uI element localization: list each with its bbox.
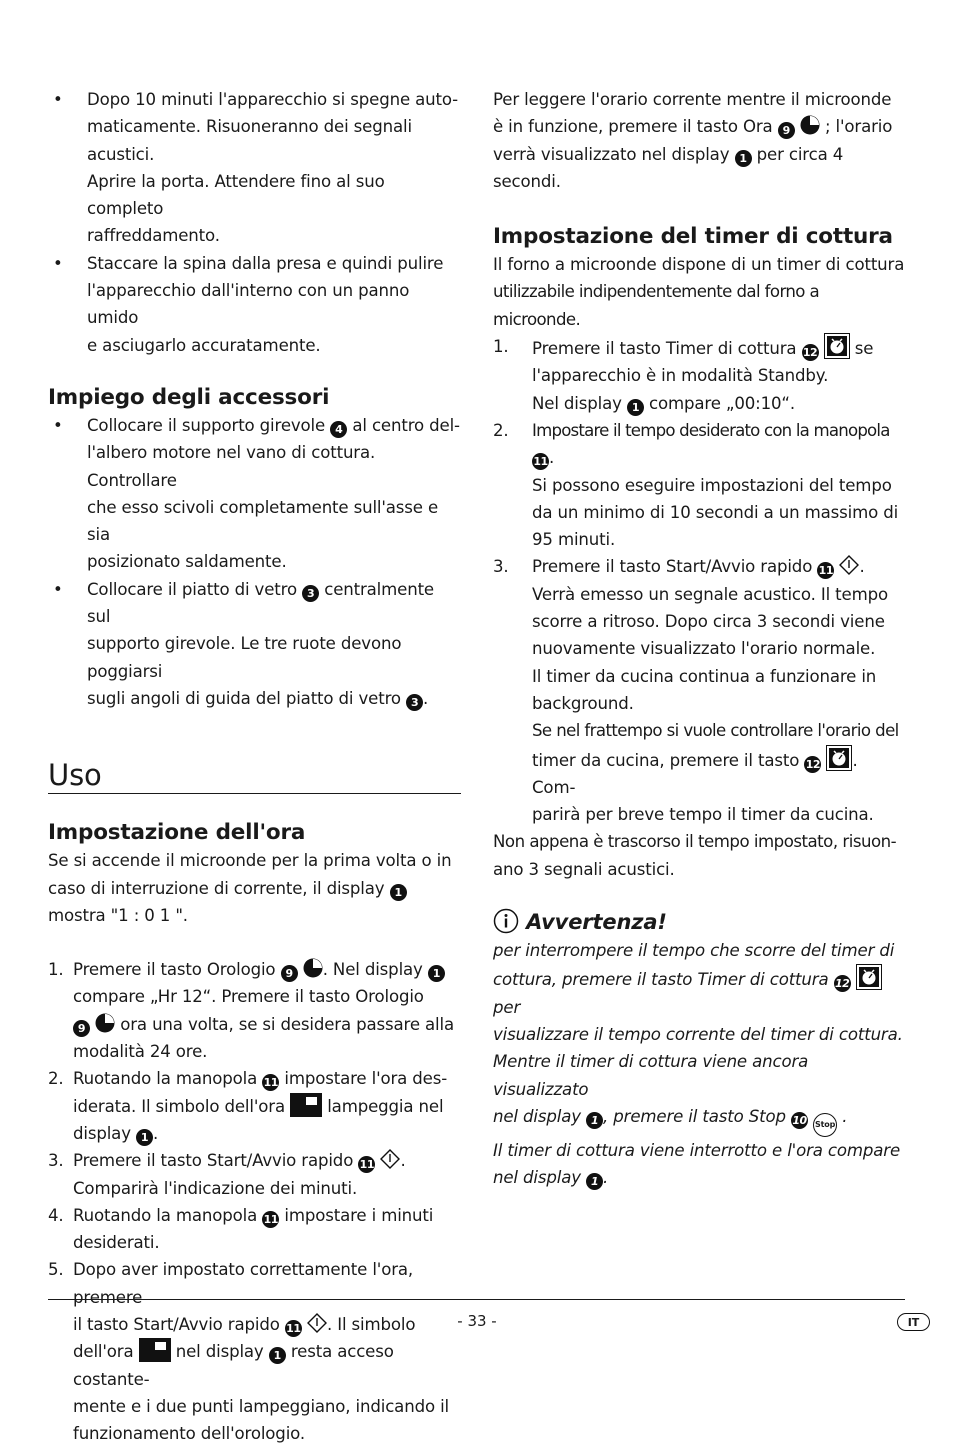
kitchen-timer-icon [856,964,882,990]
kitchen-timer-icon [826,745,852,771]
timer-step-3: 3. Premere il tasto Start/Avvio rapido 11 . Verrà emesso un segnale acustico. Il tempo scorre a ritroso. Dopo circa 3 secondi viene nuovamente visualizzato l'orario normale. Il timer da cucina continua a funzionare in background. Se nel frattempo si vuole controllare l'orario del timer da cucina, premere il tasto 12 . Com- parirà per breve tempo il timer da cucina. [493,557,899,825]
start-diamond-icon [380,1149,400,1169]
ref-1-icon: 1 [390,884,407,901]
stop-button-icon: Stop [813,1113,837,1137]
heading-clock-setting: Impostazione dell'ora [48,820,306,846]
clock-step-2: 2. Ruotando la manopola 11 impostare l'ora des- iderata. Il simbolo dell'ora lampeggia nel display 1 . [48,1069,448,1144]
clock-symbol-icon [290,1093,322,1117]
chapter-title: Uso [48,758,102,793]
bullet-turntable-support: • Collocare il supporto girevole 4 al centro del- l'albero motore nel vano di cottura. Controllare che esso scivoli completamente sull'asse e sia posizionato saldamente. [48,412,462,576]
bullet-auto-off: • Dopo 10 minuti l'apparecchio si spegne auto- maticamente. Risuoneranno dei segnali acustici. Aprire la porta. Attendere fino al suo completo raffreddamento. [48,86,462,250]
ref-9-icon: 9 [73,1020,90,1037]
note-title: Avvertenza! [493,907,905,937]
bullet-unplug: • Staccare la spina dalla presa e quindi pulire l'apparecchio dall'interno con un panno umido e asciugarlo accuratamente. [48,250,462,359]
ref-11-icon: 11 [533,455,548,469]
ref-3-icon: 3 [406,694,423,711]
start-diamond-icon [839,555,859,575]
ref-11-icon: 11 [263,1212,278,1226]
clock-step-5: 5. Dopo aver impostato correttamente l'ora, premere il tasto Start/Avvio rapido 11 . Il simbolo dell'ora nel display 1 resta acceso costante- mente e i due punti lampeggiano, indicando il funzionamento dell'orologio. [48,1260,450,1444]
ref-11-icon: 11 [286,1321,301,1335]
note-text: per interrompere il tempo che scorre del timer di cottura, premere il tasto Timer di cottura 12 per visualizzare il tempo corrente del timer di cottura. Mentre il timer di cottura viene ancora visualizzato nel display 1 , premere il tasto Stop 10 Stop . Il timer di cottura viene interrotto e l'ora compare nel display 1 . [493,941,903,1189]
heading-accessories: Impiego degli accessori [48,384,330,410]
info-icon [493,908,519,934]
ref-12-icon: 12 [834,977,850,991]
ref-11-icon: 11 [818,564,833,578]
footer-divider [48,1299,905,1300]
ref-10-icon: 10 [792,1113,807,1127]
ref-1-icon: 1 [269,1347,286,1364]
clock-step-4: 4. Ruotando la manopola 11 impostare i minuti desiderati. [48,1205,434,1253]
page-number: - 33 - [457,1312,497,1330]
timer-step-2: 2. Impostare il tempo desiderato con la manopola 11. Si possono eseguire impostazioni del tempo da un minimo di 10 secondi a un massimo di 95 minuti. [493,420,899,550]
clock-icon [303,958,323,978]
heading-cooking-timer: Impostazione del timer di cottura [493,224,893,250]
ref-12-icon: 12 [802,346,818,360]
timer-step-1: 1. Premere il tasto Timer di cottura 12 se l'apparecchio è in modalità Standby. Nel display 1 compare „00:10“. [493,333,905,417]
chapter-header [48,757,461,794]
ref-1-icon: 1 [627,399,644,416]
clock-step-1: 1. Premere il tasto Orologio 9 . Nel display 1 compare „Hr 12“. Premere il tasto Orologio 9 ora una volta, se si desidera passare alla modalità 24 ore. [48,960,454,1062]
ref-12-icon: 12 [805,757,820,771]
timer-outro: Non appena è trascorso il tempo impostato, risuon- ano 3 segnali acustici. [493,832,897,879]
clock-symbol-icon [139,1338,171,1362]
language-badge: IT [897,1313,930,1331]
ref-1-icon: 1 [586,1112,603,1129]
clock-step-3: 3. Premere il tasto Start/Avvio rapido 11 . Comparirà l'indicazione dei minuti. [48,1151,406,1198]
ref-9-icon: 9 [281,965,298,982]
ref-1-icon: 1 [428,965,445,982]
ref-1-icon: 1 [136,1129,153,1146]
note-box [493,907,905,1191]
ref-1-icon: 1 [735,150,752,167]
current-time-intro: Per leggere l'orario corrente mentre il microonde è in funzione, premere il tasto Ora 9 ; l'orario verrà visualizzato nel display 1 per circa 4 secondi. [493,90,893,191]
clock-icon [800,115,820,135]
clock-intro: Se si accende il microonde per la prima volta o in caso di interruzione di corrente, il display 1 mostra "1 : 0 1 ". [48,851,452,925]
clock-icon [95,1013,115,1033]
right-column [493,86,905,1191]
left-column [48,86,462,1447]
ref-1-icon: 1 [586,1173,603,1190]
bullet-glass-plate: • Collocare il piatto di vetro 3 centralmente sul supporto girevole. Le tre ruote devono poggiarsi sugli angoli di guida del piatto di vetro 3 . [48,576,462,712]
kitchen-timer-icon [824,333,850,359]
ref-3-icon: 3 [302,585,319,602]
ref-11-icon: 11 [263,1076,278,1090]
ref-9-icon: 9 [778,122,795,139]
timer-intro: Il forno a microonde dispone di un timer di cottura utilizzabile indipendentemente dal forno a microonde. [493,255,905,329]
ref-11-icon: 11 [359,1158,374,1172]
ref-4-icon: 4 [330,421,347,438]
